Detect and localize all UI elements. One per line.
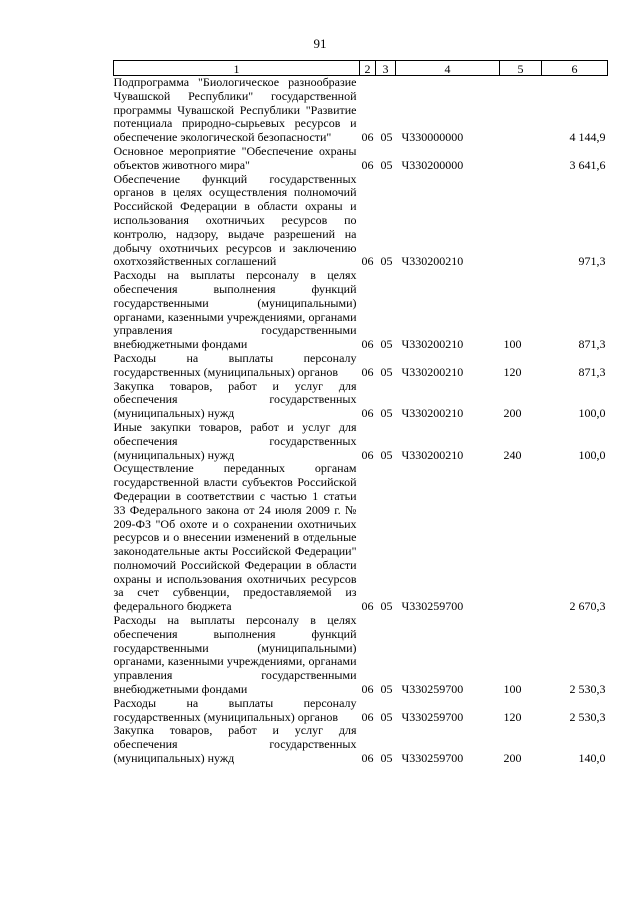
- row-expense-type: 120: [503, 364, 522, 379]
- row-section: 06: [361, 337, 374, 352]
- row-expense-type: 200: [503, 406, 522, 421]
- table-row: [114, 352, 608, 380]
- row-amount: 100,0: [578, 447, 606, 462]
- table-row: [114, 76, 608, 145]
- row-section: 06: [361, 157, 374, 172]
- row-name: Расходы на выплаты персоналу в целях обеспечения выполнения функций государственными (муниципальными) органами, казенными учреждениями, органами управления государственными внебюджетными фондами: [113, 268, 357, 352]
- row-expense-type: [500, 462, 542, 614]
- row-subsection: 05: [380, 751, 393, 766]
- row-expense-type: 100: [503, 682, 522, 697]
- row-expense-type: [500, 145, 542, 173]
- row-section: 06: [361, 751, 374, 766]
- row-subsection: 05: [380, 447, 393, 462]
- page-number: 91: [313, 36, 327, 51]
- row-amount: 871,3: [578, 337, 606, 352]
- row-target-code: Ч330200210: [401, 337, 464, 352]
- row-amount: 2 530,3: [569, 682, 606, 697]
- row-section: 06: [361, 709, 374, 724]
- row-name: Основное мероприятие "Обеспечение охраны объектов животного мира": [113, 143, 357, 172]
- row-section: 06: [361, 406, 374, 421]
- row-subsection: 05: [380, 682, 393, 697]
- row-amount: 100,0: [578, 406, 606, 421]
- row-expense-type: 200: [503, 751, 522, 766]
- row-target-code: Ч330259700: [401, 599, 464, 614]
- row-amount: 2 670,3: [569, 599, 606, 614]
- row-target-code: Ч330200000: [401, 157, 464, 172]
- row-subsection: 05: [380, 337, 393, 352]
- table-row: [114, 462, 608, 614]
- row-amount: 971,3: [578, 254, 606, 269]
- row-amount: 3 641,6: [569, 157, 606, 172]
- row-expense-type: 120: [503, 709, 522, 724]
- row-name: Закупка товаров, работ и услуг для обеспечения государственных (муниципальных) нужд: [113, 723, 357, 766]
- row-target-code: Ч330259700: [401, 751, 464, 766]
- row-amount: 140,0: [578, 751, 606, 766]
- row-name: Осуществление переданных органам государственной власти субъектов Российской Федерации в соответствии с частью 1 статьи 33 Федерального закона от 24 июля 2009 г. № 209-ФЗ "Об охоте и о сохранении охотничьих ресурсов и о внесении изменений в отдельные законодательные акты Российской Федерации" полномочий Российской Федерации в области охраны и использования охотничьих ресурсов за счет субвенции, предоставляемой из федерального бюджета: [113, 461, 357, 614]
- row-amount: 4 144,9: [569, 130, 606, 145]
- row-name: Расходы на выплаты персоналу государственных (муниципальных) органов: [113, 695, 357, 724]
- row-expense-type: 240: [503, 447, 522, 462]
- table-header-row: [114, 61, 608, 76]
- budget-table: [113, 60, 608, 766]
- column-header: 2: [360, 61, 376, 76]
- column-header: 6: [542, 61, 608, 76]
- row-name: Закупка товаров, работ и услуг для обеспечения государственных (муниципальных) нужд: [113, 378, 357, 421]
- row-subsection: 05: [380, 254, 393, 269]
- column-header: 5: [500, 61, 542, 76]
- table-row: [114, 614, 608, 697]
- row-expense-type: [500, 76, 542, 145]
- row-name: Расходы на выплаты персоналу в целях обеспечения выполнения функций государственными (муниципальными) органами, казенными учреждениями, органами управления государственными внебюджетными фондами: [113, 613, 357, 697]
- row-name: Расходы на выплаты персоналу государственных (муниципальных) органов: [113, 350, 357, 379]
- row-section: 06: [361, 682, 374, 697]
- table-row: [114, 697, 608, 725]
- row-target-code: Ч330200210: [401, 406, 464, 421]
- table-row: [114, 269, 608, 352]
- row-subsection: 05: [380, 406, 393, 421]
- table-row: [114, 173, 608, 270]
- table-row: [114, 380, 608, 421]
- row-target-code: Ч330200210: [401, 447, 464, 462]
- row-amount: 871,3: [578, 364, 606, 379]
- row-target-code: Ч330259700: [401, 682, 464, 697]
- row-name: Иные закупки товаров, работ и услуг для обеспечения государственных (муниципальных) нужд: [113, 419, 357, 462]
- row-subsection: 05: [380, 599, 393, 614]
- table-row: [114, 724, 608, 765]
- row-target-code: Ч330200210: [401, 254, 464, 269]
- row-section: 06: [361, 447, 374, 462]
- row-subsection: 05: [380, 709, 393, 724]
- table-row: [114, 421, 608, 462]
- row-expense-type: 100: [503, 337, 522, 352]
- column-header: 4: [396, 61, 500, 76]
- column-header: 1: [114, 61, 360, 76]
- column-header: 3: [376, 61, 396, 76]
- row-subsection: 05: [380, 157, 393, 172]
- row-section: 06: [361, 130, 374, 145]
- row-subsection: 05: [380, 364, 393, 379]
- table-row: [114, 145, 608, 173]
- row-target-code: Ч330259700: [401, 709, 464, 724]
- row-subsection: 05: [380, 130, 393, 145]
- row-section: 06: [361, 254, 374, 269]
- row-amount: 2 530,3: [569, 709, 606, 724]
- row-target-code: Ч330000000: [401, 130, 464, 145]
- row-section: 06: [361, 364, 374, 379]
- row-name: Подпрограмма "Биологическое разнообразие Чувашской Республики" государственной программы Чувашской Республики "Развитие потенциала природно-сырьевых ресурсов и обеспечение экологической безопасности": [113, 75, 357, 145]
- row-target-code: Ч330200210: [401, 364, 464, 379]
- row-section: 06: [361, 599, 374, 614]
- row-name: Обеспечение функций государственных органов в целях осуществления полномочий Российской Федерации в области охраны и использования охотничьих ресурсов по контролю, надзору, выдаче разрешений на добычу охотничьих ресурсов и заключению охотхозяйственных соглашений: [113, 171, 357, 269]
- row-expense-type: [500, 173, 542, 270]
